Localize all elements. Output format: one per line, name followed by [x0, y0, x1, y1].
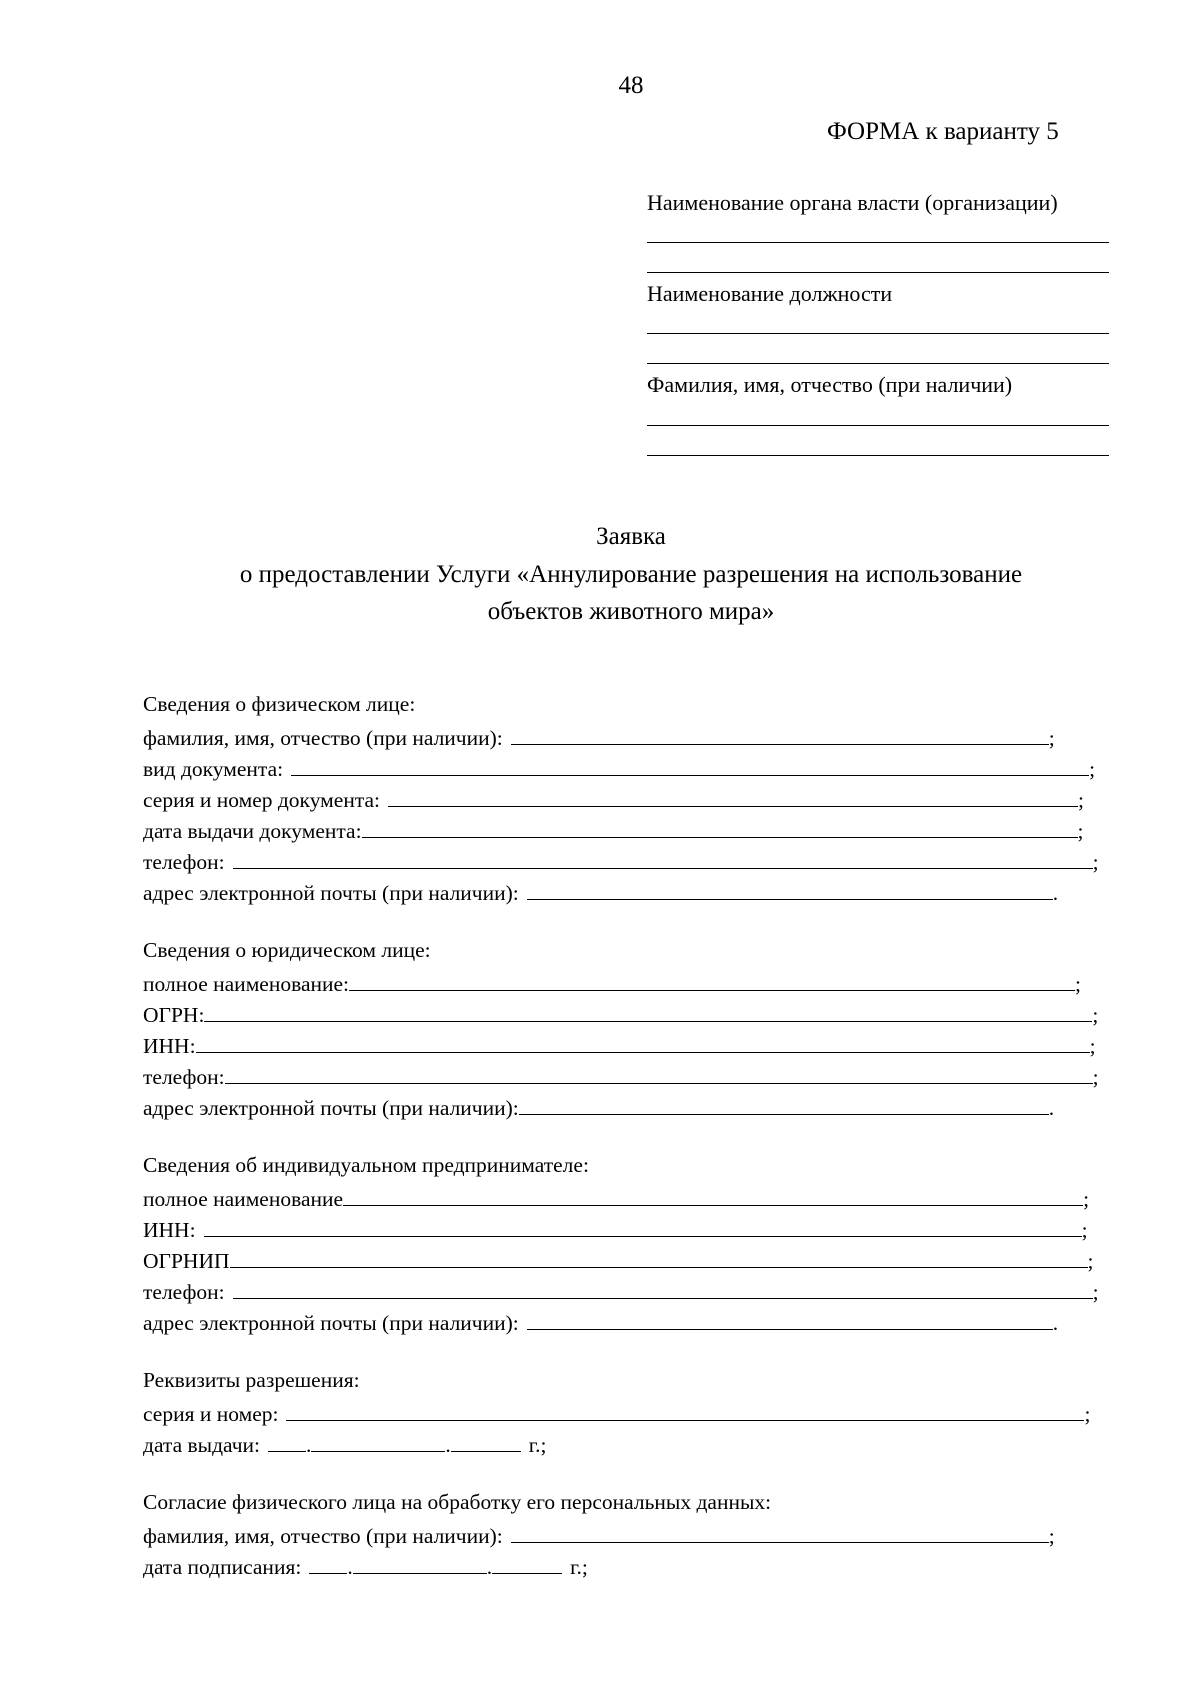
organ-input-line-1[interactable]	[647, 242, 1109, 243]
legal-phone-input[interactable]	[225, 1061, 1093, 1084]
entrepreneur-phone-row	[143, 1275, 1099, 1305]
entrepreneur-email-row	[143, 1306, 1058, 1336]
field-label: дата выдачи документа:	[143, 819, 362, 843]
field-label: дата выдачи:	[143, 1433, 261, 1457]
field-end: ;	[1081, 1218, 1088, 1242]
organ-label: Наименование органа власти (организации)	[647, 190, 1058, 215]
field-end: ;	[1092, 850, 1099, 874]
legal-heading: Сведения о юридическом лице:	[143, 938, 431, 962]
date-separator: .	[347, 1555, 353, 1579]
consent-day-input[interactable]	[309, 1551, 347, 1574]
individual-email-input[interactable]	[527, 877, 1053, 900]
page-number: 48	[618, 72, 644, 99]
entrepreneur-fullname-input[interactable]	[343, 1183, 1083, 1206]
field-label: адрес электронной почты (при наличии):	[143, 1096, 519, 1120]
permit-series-row	[143, 1397, 1090, 1427]
individual-doc-date-row	[143, 814, 1084, 844]
field-label: адрес электронной почты (при наличии):	[143, 881, 519, 905]
consent-date-row	[143, 1550, 588, 1580]
field-end: .	[1052, 881, 1059, 905]
field-label: фамилия, имя, отчество (при наличии):	[143, 726, 503, 750]
fio-input-line-2[interactable]	[647, 455, 1109, 456]
individual-doc-date-input[interactable]	[362, 815, 1078, 838]
field-end: ;	[1092, 1003, 1099, 1027]
field-label: полное наименование	[143, 1187, 344, 1211]
legal-inn-row	[143, 1029, 1096, 1059]
date-separator: .	[486, 1555, 493, 1579]
consent-year-input[interactable]	[492, 1551, 562, 1574]
permit-series-input[interactable]	[286, 1398, 1084, 1421]
field-label: ИНН:	[143, 1218, 196, 1242]
legal-email-input[interactable]	[519, 1092, 1049, 1115]
entrepreneur-fullname-row	[143, 1182, 1089, 1212]
entrepreneur-phone-input[interactable]	[233, 1276, 1093, 1299]
date-suffix: г.;	[528, 1433, 547, 1457]
entrepreneur-inn-row	[143, 1213, 1088, 1243]
permit-heading: Реквизиты разрешения:	[143, 1368, 360, 1392]
date-separator: .	[306, 1433, 312, 1457]
field-end: ;	[1048, 726, 1055, 750]
form-label: ФОРМА к варианту 5	[827, 118, 1059, 145]
individual-phone-input[interactable]	[233, 846, 1093, 869]
field-end: ;	[1087, 1249, 1094, 1273]
legal-phone-row	[143, 1060, 1099, 1090]
field-end: ;	[1092, 1065, 1099, 1089]
individual-doc-type-row	[143, 752, 1095, 782]
individual-doc-number-row	[143, 783, 1084, 813]
date-suffix: г.;	[570, 1555, 588, 1579]
date-separator: .	[445, 1433, 451, 1457]
field-end: ;	[1077, 819, 1084, 843]
consent-fio-row	[143, 1519, 1055, 1549]
field-label: серия и номер документа:	[143, 788, 380, 812]
legal-email-row	[143, 1091, 1054, 1121]
legal-ogrn-row	[143, 998, 1098, 1028]
consent-heading: Согласие физического лица на обработку его персональных данных:	[143, 1490, 772, 1514]
legal-inn-input[interactable]	[196, 1030, 1090, 1053]
individual-heading: Сведения о физическом лице:	[143, 692, 416, 716]
entrepreneur-heading: Сведения об индивидуальном предпринимателе:	[143, 1153, 589, 1177]
field-end: .	[1052, 1311, 1059, 1335]
individual-email-row	[143, 876, 1058, 906]
field-end: ;	[1089, 1034, 1096, 1058]
field-end: ;	[1075, 972, 1082, 996]
individual-phone-row	[143, 845, 1099, 875]
fio-label: Фамилия, имя, отчество (при наличии)	[647, 372, 1013, 397]
field-label: телефон:	[143, 1280, 225, 1304]
field-label: дата подписания:	[143, 1555, 302, 1579]
legal-ogrn-input[interactable]	[204, 999, 1092, 1022]
entrepreneur-email-input[interactable]	[527, 1307, 1053, 1330]
field-end: ;	[1089, 757, 1096, 781]
field-label: ИНН:	[143, 1034, 196, 1058]
field-label: полное наименование:	[143, 972, 350, 996]
position-input-line-2[interactable]	[647, 363, 1109, 364]
position-label: Наименование должности	[647, 281, 893, 306]
field-label: серия и номер:	[143, 1402, 279, 1426]
field-label: фамилия, имя, отчество (при наличии):	[143, 1524, 503, 1548]
document-subtitle-line-1: о предоставлении Услуги «Аннулирование разрешения на использование	[239, 561, 1023, 588]
legal-fullname-input[interactable]	[349, 968, 1075, 991]
permit-month-input[interactable]	[311, 1429, 445, 1452]
consent-month-input[interactable]	[353, 1551, 487, 1574]
individual-fio-input[interactable]	[511, 722, 1049, 745]
fio-input-line-1[interactable]	[647, 425, 1109, 426]
field-end: .	[1048, 1096, 1055, 1120]
organ-input-line-2[interactable]	[647, 272, 1109, 273]
field-end: ;	[1084, 1402, 1091, 1426]
entrepreneur-inn-input[interactable]	[204, 1214, 1082, 1237]
field-label: телефон:	[143, 850, 225, 874]
legal-fullname-row	[143, 967, 1081, 997]
field-end: ;	[1048, 1524, 1055, 1548]
field-label: адрес электронной почты (при наличии):	[143, 1311, 519, 1335]
individual-doc-number-input[interactable]	[388, 784, 1078, 807]
individual-fio-row	[143, 721, 1055, 751]
field-end: ;	[1083, 1187, 1090, 1211]
field-label: ОГРН:	[143, 1003, 205, 1027]
permit-day-input[interactable]	[268, 1429, 306, 1452]
document-subtitle-line-2: объектов животного мира»	[487, 598, 775, 625]
field-end: ;	[1078, 788, 1084, 812]
field-label: телефон:	[143, 1065, 225, 1089]
permit-date-row	[143, 1428, 547, 1458]
field-label: ОГРНИП	[143, 1249, 230, 1273]
entrepreneur-ogrnip-row	[143, 1244, 1093, 1274]
individual-doc-type-input[interactable]	[291, 753, 1089, 776]
document-title: Заявка	[596, 523, 666, 550]
permit-year-input[interactable]	[451, 1429, 521, 1452]
entrepreneur-ogrnip-input[interactable]	[230, 1245, 1088, 1268]
field-label: вид документа:	[143, 757, 284, 781]
consent-fio-input[interactable]	[511, 1520, 1049, 1543]
field-end: ;	[1092, 1280, 1099, 1304]
position-input-line-1[interactable]	[647, 333, 1109, 334]
